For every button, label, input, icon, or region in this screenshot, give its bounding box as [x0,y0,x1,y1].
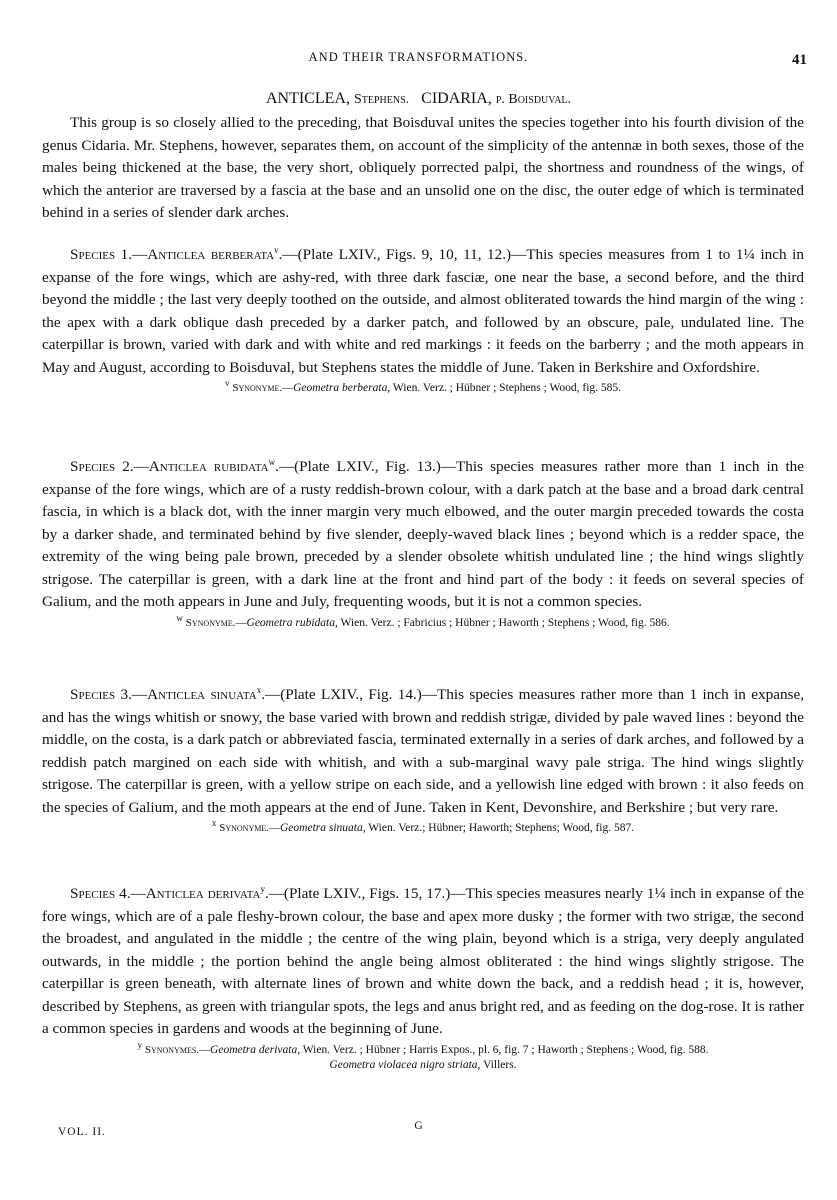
genus-cidaria: CIDARIA, [421,90,492,107]
footnote-mark: w [176,612,183,623]
footnote-synonym-2: Geometra violacea nigro striata, [329,1058,481,1071]
species-1-footnote [42,378,804,396]
volume-label: VOL. II. [58,1126,106,1138]
footnote-mark: x [211,818,217,829]
signature-mark: G [414,1120,423,1132]
species-4-entry [42,883,804,1073]
species-4-text: .—(Plate LXIV., Figs. 15, 17.)—This species measures nearly 1¼ inch in expanse of the fore wings, which are of a pale fleshy-brown colour, the base and apex more dusky ; the former with two strigæ, the second the broadest, and angulated in the middle ; the centre of the wing plain, beyond which is a striga, very deeply angulated outwards, in the middle ; the portion behind the angle being almost obliterated : the hind wings slightly strigose. The caterpillar is green beneath, with alternate lines of brown and white down the back, and a reddish head ; it is, however, described by Stephens, as green with triangular spots, the legs and anus bright red, and as feeding on the dog-rose. It is rather a common species in gardens and woods at the beginning of June. [42,885,804,1037]
footnote-species-name: Geometra sinuata, [280,822,366,834]
footnote-label: Synonyme.— [185,616,247,629]
footnote-references: Wien. Verz. ; Fabricius ; Hübner ; Haworth ; Stephens ; Wood, fig. 586. [337,616,670,629]
footnote-mark: y [137,1039,142,1050]
species-4-mark: y [260,883,265,894]
species-3-paragraph [42,684,804,819]
footnote-mark: v [224,378,230,389]
species-1-label: Species 1.—Anticlea berberata [70,246,275,263]
species-4-footnote [42,1039,804,1073]
footnote-references: Wien. Verz.; Hübner; Haworth; Stephens; Wood, fig. 587. [365,822,635,834]
footnote-references: Wien. Verz. ; Hübner ; Stephens ; Wood, fig. 585. [390,382,622,394]
section-title [0,90,837,108]
footnote-label: Synonyme.— [232,382,294,394]
footnote-label: Synonymes.— [144,1043,211,1056]
author-stephens: Stephens. [353,92,410,107]
species-2-footnote [42,612,804,631]
page-number: 41 [792,52,807,68]
footnote-species-name: Geometra derivata, [210,1043,301,1056]
intro-paragraph [42,112,804,225]
species-3-text: .—(Plate LXIV., Fig. 14.)—This species measures rather more than 1 inch in expanse, and has the wings whitish or snowy, the base varied with brown and reddish strigæ, divided by pale waved lines : beyond the middle, on the costa, is a dark patch or abbreviated fascia, terminated externally in a series of dark arches, and followed by a reddish patch margined on each side with whitish, and with a sub-marginal wavy pale striga. The hind wings slightly strigose. The caterpillar is green, with a yellow stripe on each side, and a yellowish line edged with brown : it also feeds on the species of Galium, and the moth appears at the end of June. Taken in Kent, Devonshire, and Berkshire ; but very rare. [42,686,805,816]
species-3-label: Species 3.—Anticlea sinuata [70,686,257,703]
species-3-footnote [42,818,804,836]
footnote-species-name: Geometra berberata, [293,382,391,394]
species-4-label: Species 4.—Anticlea derivata [70,885,261,902]
species-2-text: .—(Plate LXIV., Fig. 13.)—This species measures rather more than 1 inch in the expanse of the fore wings, which are of a rusty reddish-brown colour, with a dark patch at the base and a broad dark central fascia, in which is a black dot, with the inner margin very much elbowed, and the outer margin preceded towards the costa by a darker shade, and terminated behind by five slender, deeply-waved black lines ; beyond which is a redder space, the extremity of the wing being pale brown, preceded by a slender obsolete whitish undulated line ; the hind wings slightly strigose. The caterpillar is green, with a dark line at the front and hind part of the body : it feeds on several species of Galium, and the moth appears in June and July, frequenting woods, but it is not a common species. [42,458,804,610]
species-2-entry [42,456,804,631]
species-3-mark: x [256,684,262,695]
species-3-entry [42,684,804,836]
footnote-synonym-2-author: Villers. [480,1058,517,1071]
species-1-paragraph [42,244,804,379]
species-4-paragraph [42,883,804,1041]
author-boisduval: p. Boisduval. [495,92,572,107]
species-1-mark: v [274,244,279,255]
footnote-references: Wien. Verz. ; Hübner ; Harris Expos., pl. 6, fig. 7 ; Haworth ; Stephens ; Wood, fig. 588. [300,1043,709,1056]
species-1-text: .—(Plate LXIV., Figs. 9, 10, 11, 12.)—This species measures from 1 to 1¼ inch in expanse of the fore wings, which are ashy-red, with three dark fasciæ, one near the base, a second before, and the third beyond the middle ; the last very deeply toothed on the outside, and almost obliterated towards the hind margin of the wing : the apex with a dark oblique dash preceded by a darker patch, and followed by an obscure, pale, undulated line. The caterpillar is brown, varied with dark and with white and red markings : it feeds on the barberry ; and the moth appears in May and August, according to Boisduval, but Stephens states the middle of June. Taken in Berkshire and Oxfordshire. [42,246,804,376]
genus-anticlea: ANTICLEA, [265,90,350,107]
species-1-entry [42,244,804,396]
species-2-mark: w [268,456,276,467]
intro-text: This group is so closely allied to the preceding, that Boisduval unites the species together into his fourth division of the genus Cidaria. Mr. Stephens, however, separates them, on account of the simplicity of the antennæ in both sexes, those of the males being thickened at the base, the very short, obliquely porrected palpi, the shortness and roundness of the wings, of which the anterior are traversed by a fascia at the base and an unsolid one on the disc, the outer edge of which is terminated behind in a series of slender dark arches. [42,114,804,221]
species-2-label: Species 2.—Anticlea rubidata [70,458,269,475]
footnote-species-name: Geometra rubidata, [246,616,338,629]
footnote-label: Synonyme.— [219,822,280,834]
species-2-paragraph [42,456,804,614]
running-head: AND THEIR TRANSFORMATIONS. [308,50,529,64]
